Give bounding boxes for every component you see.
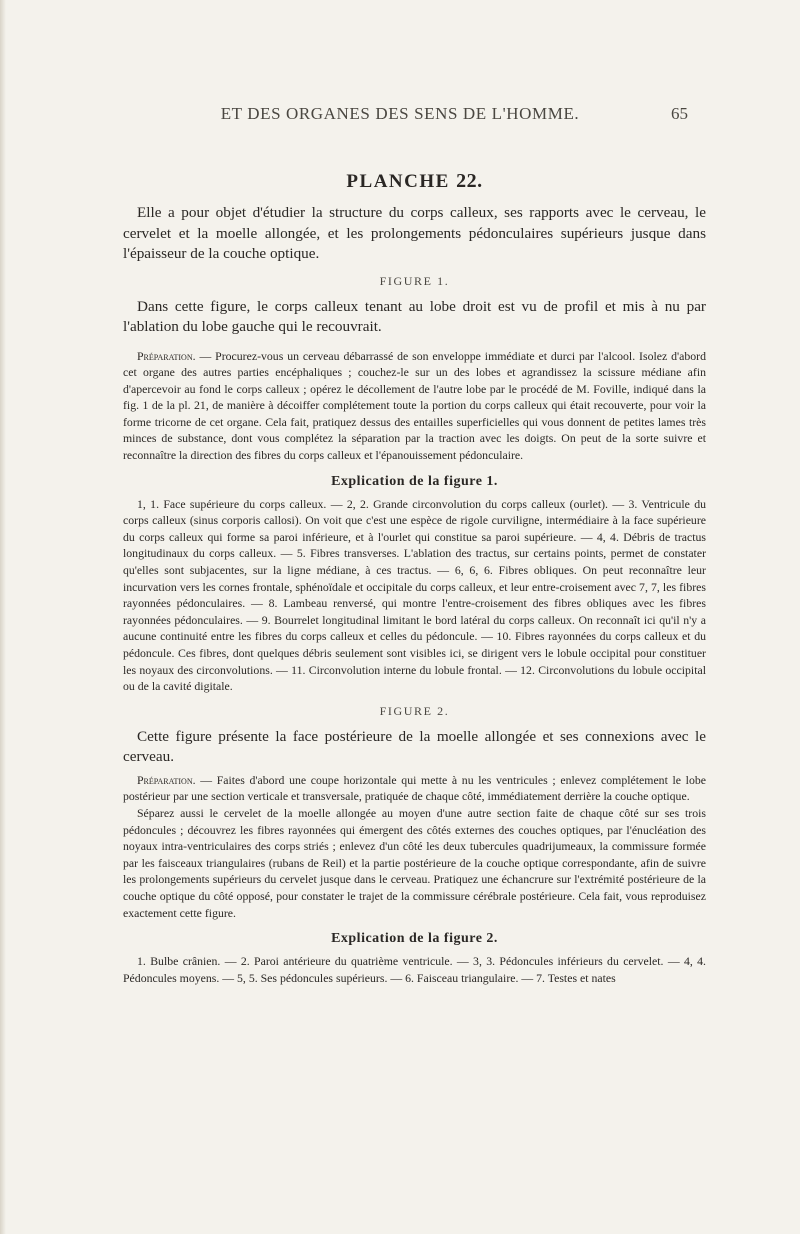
intro-paragraph: Elle a pour objet d'étudier la structure du corps calleux, ses rapports avec le cerveau, le cervelet et la moelle allongée, et les prolongements pédonculaires supérieurs jusque dans l'épaisseur de la couche optique. xyxy=(123,204,706,262)
preparation-text: — Procurez-vous un cerveau débarrassé de son enveloppe immédiate et durci par l'alcool. Isolez d'abord cet organe des autres parties encéphaliques ; couchez-le sur un des lobes et agrandissez la scissure médiane afin d'apercevoir au fond le corps calleux ; opérez le décollement de l'autre lobe par le procédé de M. Foville, indiqué dans la fig. 1 de la pl. 21, de manière à décoiffer complétement toute la portion du corps calleux qui était recouverte, pour voir la forme tricorne de cet organe. Cela fait, pratiquez dessus des entailles superficielles qui vous donnent de petites lames très minces de substance, dont vous complétez la séparation par la traction avec les doigts. On peut de la sorte suivre et reconnaître la direction des fibres du corps calleux et l'épanouissement pédonculaire. xyxy=(123,348,706,463)
figure-1-explanation-heading: Explication de la figure 1. xyxy=(331,473,498,489)
figure-2-description: Cette figure présente la face postérieure de la moelle allongée et ses connexions avec le cerveau. xyxy=(123,727,706,766)
preparation-text: — Faites d'abord une coupe horizontale qui mette à nu les ventricules ; enlevez complétement le lobe postérieur par une section verticale et transversale, pratiquée de chaque côté, immédiatement derrière la couche optique. xyxy=(123,772,706,804)
page-header xyxy=(0,104,800,134)
plate-label: PLANCHE xyxy=(346,171,450,192)
figure-2-preparation xyxy=(123,772,706,805)
figure-1-explanation: 1, 1. Face supérieure du corps calleux. — 2, 2. Grande circonvolution du corps calleux (ourlet). — 3. Ventricule du corps calleux (sinus corporis callosi). On voit que c'est une espèce de rigole curviligne, intermédiaire à la face supérieure du corps calleux qui forme sa paroi inférieure, et à l'ourlet qui constitue sa paroi supérieure. — 4, 4. Débris de tractus longitudinaux du corps calleux. — 5. Fibres transverses. L'ablation des tractus, sur certains points, permet de constater qu'elles sont subjacentes, sur la ligne médiane, à ces tractus. — 6, 6, 6. Fibres obliques. On peut reconnaître leur incurvation vers les cornes frontale, sphénoïdale et occipitale du corps calleux, et leur entre-croisement avec 7, 7, les fibres rayonnées pédonculaires. — 8. Lambeau renversé, qui montre l'entre-croisement des fibres obliques avec les fibres rayonnées pédonculaires. — 9. Bourrelet longitudinal limitant le bord latéral du corps calleux. On reconnaît ici qu'il n'y a aucune continuité entre les fibres du corps calleux et celles du pédoncule. — 10. Fibres rayonnées du corps calleux et du pédoncule. Ces fibres, dont quelques débris seulement sont visibles ici, se dirigent vers le lobule occipital pour constituer les noyaux des circonvolutions. — 11. Circonvolution interne du lobule frontal. — 12. Circonvolutions du lobule occipital ou de la cavité digitale. xyxy=(123,496,706,694)
plate-title xyxy=(123,170,706,193)
preparation-label: Préparation. xyxy=(137,772,196,787)
figure-2-explanation: 1. Bulbe crânien. — 2. Paroi antérieure du quatrième ventricule. — 3, 3. Pédoncules inférieurs du cervelet. — 4, 4. Pédoncules moyens. — 5, 5. Ses pédoncules supérieurs. — 6. Faisceau triangulaire. — 7. Testes et nates xyxy=(123,954,706,985)
page-body xyxy=(123,170,706,986)
figure-1-preparation xyxy=(123,348,706,464)
running-title: ET DES ORGANES DES SENS DE L'HOMME. xyxy=(220,104,580,123)
figure-1-heading: FIGURE 1. xyxy=(379,273,450,288)
preparation-label: Préparation. xyxy=(137,348,196,363)
figure-1-description: Dans cette figure, le corps calleux tenant au lobe droit est vu de profil et mis à nu par l'ablation du lobe gauche qui le recouvrait. xyxy=(123,297,706,335)
page-edge-shadow xyxy=(0,0,6,1234)
plate-number: 22. xyxy=(456,170,483,192)
page-number: 65 xyxy=(671,104,688,123)
figure-2-paragraph: Séparez aussi le cervelet de la moelle allongée au moyen d'une autre section faite de chaque côté sur ses trois pédoncules ; découvrez les fibres rayonnées qui émergent des côtés externes des couches optiques, par l'énucléation des noyaux intra-ventriculaires des corps striés ; enlevez d'un côté les deux tubercules quadrijumeaux, la commissure formée par les faisceaux triangulaires (rubans de Reil) et la partie postérieure de la couche optique correspondante, afin de suivre les prolongements supérieurs du cervelet jusque dans le cerveau. Pratiquez une échancrure sur l'extrémité postérieure de la couche optique du côté opposé, pour constater le trajet de la commissure cérébrale postérieure. Cela fait, vous reproduisez exactement cette figure. xyxy=(123,805,706,920)
figure-2-heading: FIGURE 2. xyxy=(379,703,450,718)
figure-2-explanation-heading: Explication de la figure 2. xyxy=(331,931,498,947)
